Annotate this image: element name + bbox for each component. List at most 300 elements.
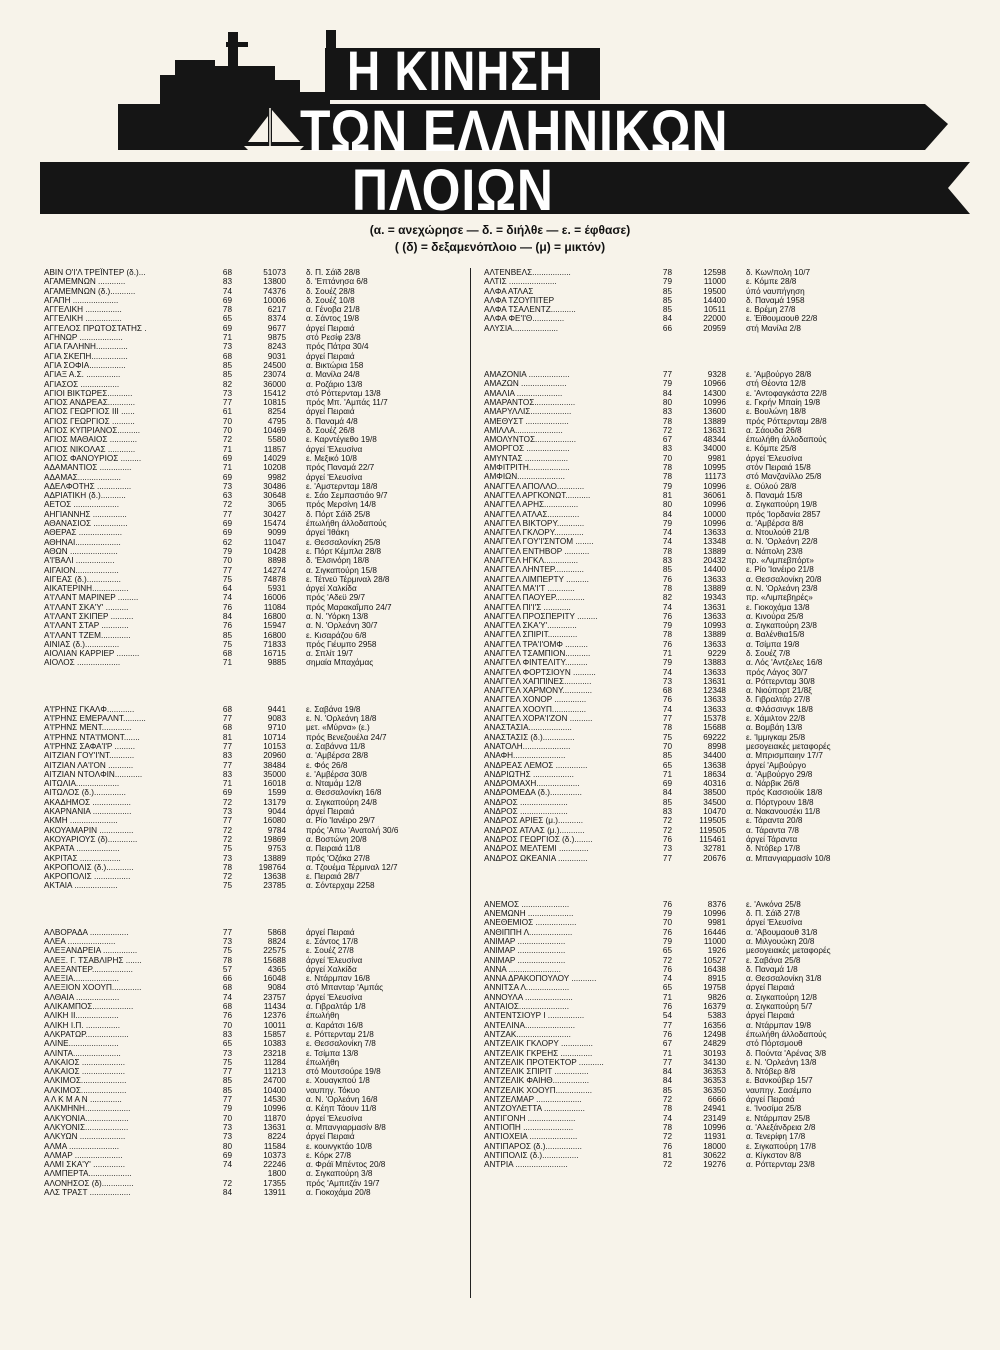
ship-status: α. Βικτώρια 158 — [306, 360, 364, 370]
ship-name: ΑΓΙΑΣΟΣ ................. — [44, 379, 120, 389]
tonnage: 34000 — [703, 444, 726, 454]
ship-name: Α'Ι'ΡΗΝΣ ΣΑΦΑ'Ι'Ρ ......... — [44, 741, 135, 751]
tonnage: 36350 — [703, 1085, 726, 1095]
build-year: 65 — [222, 1039, 232, 1049]
ship-row — [44, 277, 504, 286]
tonnage: 36353 — [703, 1076, 726, 1086]
ship-row — [484, 287, 944, 296]
ship-status: α. Νταμάμ 12/8 — [306, 779, 362, 789]
tonnage: 22000 — [703, 314, 726, 324]
title-line-2: ΤΩΝ ΕΛΛΗΝΙΚΩΝ — [300, 99, 729, 164]
ship-row — [484, 389, 944, 398]
tonnage: 23218 — [263, 1048, 286, 1058]
ship-status: α. 'Αμβούργο 29/8 — [746, 769, 813, 779]
ship-status: ε. Ν. 'Ορλεάνη 13/8 — [746, 1057, 817, 1067]
tonnage: 10153 — [263, 741, 286, 751]
ship-row — [484, 770, 944, 779]
ship-name: ΑΝΤΖΕΛΙΚ ΣΠΙΡΙΤ ............... — [484, 1067, 589, 1077]
tonnage: 9981 — [707, 453, 726, 463]
ship-name: ΑΝΤΡΙΑ ....................... — [484, 1160, 568, 1170]
tonnage: 10815 — [263, 398, 286, 408]
ship-name: ΑΝΑΓΓΕΛ ΑΡΓΚΟΝΩΤ........... — [484, 490, 591, 500]
ship-name: ΑΙΟΛΟΣ ................... — [44, 658, 121, 668]
ship-row — [44, 473, 504, 482]
build-year: 72 — [222, 797, 232, 807]
build-year: 65 — [662, 760, 672, 770]
ship-status: άργεί 'Ιθάκη — [306, 528, 350, 538]
tonnage: 1800 — [267, 1169, 286, 1179]
ship-row — [484, 268, 944, 277]
build-year: 83 — [662, 407, 672, 417]
build-year: 76 — [662, 1002, 672, 1012]
ship-status: άργεί Πειραιά — [306, 927, 355, 937]
ship-status: α. Τενερίφη 17/8 — [746, 1132, 806, 1142]
ship-name: ΑΚΡΙΤΑΣ .................. — [44, 853, 121, 863]
tonnage: 13633 — [703, 611, 726, 621]
tonnage: 5931 — [267, 584, 286, 594]
build-year: 77 — [222, 816, 232, 826]
ship-status: α. Μπανγιαρμασίν 10/8 — [746, 853, 831, 863]
build-year: 75 — [222, 881, 232, 891]
ship-name: ΑΝΑΓΓΕΛ ΧΑΡΜΟΝΥ............. — [484, 686, 593, 696]
ship-name: ΑΚΡΑΤΑ ................... — [44, 844, 120, 854]
ship-status: δ. Παναμά 1958 — [746, 295, 805, 305]
ship-row — [44, 1169, 504, 1178]
build-year: 76 — [662, 611, 672, 621]
ship-status: άργεί Πειραιά — [306, 407, 355, 417]
ship-row — [484, 417, 944, 426]
ship-row — [484, 937, 944, 946]
ship-name: ΑΛΣ ΤΡΑΣΤ .................. — [44, 1188, 131, 1198]
block-separator — [44, 668, 504, 705]
ship-name: ΑΝΝΑ ....................... — [484, 964, 561, 974]
ship-row — [484, 556, 944, 565]
ship-status: πρός Μερσίνη 14/8 — [306, 500, 376, 510]
build-year: 79 — [222, 1104, 232, 1114]
ship-status: στό Ρεσίφ 23/8 — [306, 333, 361, 343]
ship-row — [484, 733, 944, 742]
ship-status: δ. Π. Σάϊδ 28/8 — [306, 268, 360, 277]
ship-status: ε. Σάντος 17/8 — [306, 937, 358, 946]
ship-name: ΑΜΑΛΙΑ .................... — [484, 388, 563, 398]
ship-status: άργεί Τάραντα — [746, 834, 798, 844]
ship-name: ΑΝΑΤΟΛΗ..................... — [484, 741, 571, 751]
ship-row — [44, 612, 504, 621]
tonnage: 9044 — [267, 807, 286, 817]
ship-name: ΑΛΚΡΑΤΩΡ................... — [44, 1029, 129, 1039]
ship-name: Α'Ι'ΡΗΝΣ ΓΚΑΛΦ............ — [44, 704, 135, 714]
ship-name: ΑΛΕΞΑΝΤΕΡ.................. — [44, 964, 133, 974]
ship-name: ΑΛΙΚΑΜΠΟΣ.................. — [44, 1002, 134, 1012]
tonnage: 11931 — [703, 1132, 726, 1142]
ship-row — [484, 946, 944, 955]
build-year: 70 — [222, 1020, 232, 1030]
tonnage: 9753 — [267, 844, 286, 854]
build-year: 73 — [222, 807, 232, 817]
ship-status: στή Θέοντα 12/8 — [746, 379, 806, 389]
tonnage: 13631 — [703, 676, 726, 686]
ship-row — [44, 1123, 504, 1132]
ship-row — [44, 556, 504, 565]
build-year: 77 — [222, 741, 232, 751]
tonnage: 34130 — [703, 1057, 726, 1067]
tonnage: 69222 — [703, 732, 726, 742]
ship-status: α. Σιγκαπούρη 12/8 — [746, 992, 817, 1002]
build-year: 85 — [662, 751, 672, 761]
tonnage: 40316 — [703, 779, 726, 789]
build-year: 68 — [222, 351, 232, 361]
ship-status: α. Πόρτγρουν 18/8 — [746, 797, 814, 807]
tonnage: 13633 — [703, 695, 726, 705]
build-year: 69 — [222, 788, 232, 798]
tonnage: 10006 — [263, 295, 286, 305]
ship-name: ΑΜΑΖΟΝΙΑ .................. — [484, 370, 570, 380]
left-column — [44, 268, 504, 1197]
ship-row — [44, 631, 504, 640]
build-year: 84 — [662, 1076, 672, 1086]
ship-name: ΑΙΓΑΙΟΝ................... — [44, 565, 119, 575]
ship-row — [44, 826, 504, 835]
ship-status: α. Νάπολη 23/8 — [746, 546, 803, 556]
ship-row — [484, 547, 944, 556]
tonnage: 13631 — [263, 1122, 286, 1132]
ship-name: ΑΕΤΟΣ .................... — [44, 500, 119, 510]
tonnage: 9083 — [267, 714, 286, 724]
ship-row — [44, 482, 504, 491]
ship-row — [484, 630, 944, 639]
tonnage: 9441 — [267, 704, 286, 714]
ship-name: ΑΝΕΜΩΝΗ .................... — [484, 909, 574, 919]
ship-status: ε. Καρντέγιεθο 19/8 — [306, 435, 377, 445]
tonnage: 24941 — [703, 1104, 726, 1114]
tonnage: 13179 — [263, 797, 286, 807]
ship-name: ΑΝΔΡΟΣ ΑΤΛΑΣ (μ.)........... — [484, 825, 585, 835]
ship-name: ΑΜΕΘΥΣΤ ................... — [484, 416, 569, 426]
ship-row — [44, 566, 504, 575]
ship-status: α. Ντουλούθ 21/8 — [746, 528, 810, 538]
build-year: 84 — [222, 1188, 232, 1198]
tonnage: 36353 — [703, 1067, 726, 1077]
build-year: 84 — [662, 509, 672, 519]
ship-status: α. 'Αβουμαουθ 31/8 — [746, 927, 818, 937]
build-year: 71 — [662, 992, 672, 1002]
build-year: 77 — [662, 1057, 672, 1067]
build-year: 77 — [222, 1095, 232, 1105]
build-year: 70 — [662, 741, 672, 751]
ship-row — [44, 928, 504, 937]
tonnage: 10714 — [263, 732, 286, 742]
ship-name: ΑΒΙΝ Ο'Ι'Λ ΤΡΕΪΝΤΕΡ (δ.)... — [44, 268, 146, 277]
build-year: 65 — [662, 946, 672, 956]
ship-name: ΑΝΝΙΤΣΑ Λ................... — [484, 983, 570, 993]
build-year: 70 — [662, 453, 672, 463]
build-year: 73 — [222, 937, 232, 946]
ship-name: ΑΚΡΟΠΟΛΙΣ (δ.)............ — [44, 862, 134, 872]
ship-name: ΑΝΘΙΠΠΗ Λ................... — [484, 927, 573, 937]
ship-status: μεσογειακές μεταφορές — [746, 741, 831, 751]
tonnage: 15474 — [263, 519, 286, 529]
ship-row — [484, 519, 944, 528]
ship-row — [484, 1076, 944, 1085]
ship-row — [44, 854, 504, 863]
tonnage: 20676 — [703, 853, 726, 863]
ship-status: α. Ν. 'Ορλεάνη 22/8 — [746, 537, 818, 547]
build-year: 79 — [662, 277, 672, 287]
ship-name: ΑΝΤΖΕΛΙΚ ΠΡΟΤΕΚΤΟΡ ........... — [484, 1057, 604, 1067]
build-year: 81 — [222, 732, 232, 742]
ship-name: ΑΔΑΜΑΣ................... — [44, 472, 121, 482]
ship-name: ΑΝΕΜΟΣ ..................... — [484, 899, 570, 909]
ship-name: Α'Ι'ΡΗΝΣ ΕΜΕΡΑΛΝΤ.......... — [44, 714, 146, 724]
tonnage: 10996 — [263, 1104, 286, 1114]
title-line-1: Η ΚΙΝΗΣΗ — [347, 39, 573, 102]
tonnage: 24700 — [263, 1076, 286, 1086]
ship-name: ΑΝΤΕΝΤΣΙΟΥΡ Ι ................ — [484, 1011, 585, 1021]
build-year: 75 — [222, 574, 232, 584]
tonnage: 19500 — [703, 286, 726, 296]
ship-name: ΑΙΤΖΙΑΝ ΓΟΥ'Ι'ΝΤ........... — [44, 751, 135, 761]
tonnage: 23757 — [263, 992, 286, 1002]
ship-row — [484, 296, 944, 305]
ship-name: ΑΓΗΝΩΡ ................... — [44, 333, 123, 343]
tonnage: 24500 — [263, 360, 286, 370]
tonnage: 14400 — [703, 295, 726, 305]
ship-status: α. Ρίο 'Ιανέιρο 29/7 — [306, 816, 375, 826]
tonnage: 38500 — [703, 788, 726, 798]
build-year: 78 — [662, 268, 672, 277]
ship-status: ε. Σουέζ 27/8 — [306, 946, 354, 956]
ship-status: ε. Βανκούβερ 15/7 — [746, 1076, 813, 1086]
build-year: 68 — [222, 704, 232, 714]
ship-status: πρός Γιέυμπο 2958 — [306, 639, 377, 649]
ship-row — [44, 983, 504, 992]
tonnage: 10373 — [263, 1150, 286, 1160]
masthead — [0, 0, 1000, 260]
ship-row — [484, 565, 944, 574]
ship-status: α. Τσίμπα 19/8 — [746, 639, 800, 649]
ship-status: έπωλήθη — [306, 1057, 340, 1067]
ship-row — [44, 370, 504, 379]
title-line-3: ΠΛΟΙΩΝ — [352, 158, 554, 223]
ship-row — [484, 1104, 944, 1113]
ship-name: ΑΛΜΑΡ ..................... — [44, 1150, 123, 1160]
build-year: 83 — [662, 556, 672, 566]
tonnage: 18634 — [703, 769, 726, 779]
ship-name: ΑΝΤΖΑΚ........................ — [484, 1029, 571, 1039]
build-year: 76 — [662, 1141, 672, 1151]
ship-row — [44, 770, 504, 779]
ship-name: ΑΝΝΑ ΔΡΑΚΟΠΟΥΛΟΥ ........... — [484, 974, 597, 984]
tonnage: 13638 — [703, 760, 726, 770]
tonnage: 13889 — [263, 853, 286, 863]
ship-name: ΑΛΦΑ ΑΤΛΑΣ — [484, 286, 534, 296]
tonnage: 15947 — [263, 621, 286, 631]
build-year: 67 — [662, 435, 672, 445]
ship-name: ΑΛΤΙΣ ..................... — [484, 277, 557, 287]
ship-status: πρ. «Λιμπεβηρές» — [746, 593, 813, 603]
ship-status: α. Νακανουσέκι 11/8 — [746, 807, 820, 817]
ship-name: Α'Ι'ΛΑΝΤ ΣΚΙΠΕΡ .......... — [44, 611, 134, 621]
build-year: 83 — [222, 751, 232, 761]
tonnage: 9784 — [267, 825, 286, 835]
ship-status: α. Μπανγιαρμασίν 8/8 — [306, 1122, 386, 1132]
block-separator — [484, 863, 944, 900]
ship-name: ΑΝΑΓΓΕΛ ΣΚΑ'Υ'............. — [484, 621, 577, 631]
tonnage: 8915 — [707, 974, 726, 984]
build-year: 79 — [222, 546, 232, 556]
build-year: 57 — [222, 964, 232, 974]
build-year: 78 — [662, 723, 672, 733]
build-year: 78 — [662, 630, 672, 640]
ship-name: ΑΝΑΓΓΕΛ ΜΑ'Ι'Τ ............ — [484, 583, 575, 593]
ship-name: ΑΝΔΡΙΩΤΗΣ .................. — [484, 769, 574, 779]
ship-status: ε. Ρόττερνταμ 21/8 — [306, 1029, 374, 1039]
ship-status: α. Βαλένθια15/8 — [746, 630, 805, 640]
ship-row — [44, 1095, 504, 1104]
ship-status: α. Τζουέμα Τέρμιναλ 12/7 — [306, 862, 398, 872]
ship-status: α. Σιγκαπούρη 15/8 — [306, 565, 377, 575]
build-year: 69 — [222, 323, 232, 333]
ship-name: ΑΛΕΞ. Γ. ΤΣΑΒΛΙΡΗΣ ....... — [44, 955, 142, 965]
ship-row — [44, 417, 504, 426]
ship-name: ΑΜΑΡΑΝΤΟΣ.................. — [484, 397, 576, 407]
ship-row — [484, 1160, 944, 1169]
ship-name: ΑΝΑΓΓΕΛ ΤΡΑ'Ι'ΟΜΦ .......... — [484, 639, 588, 649]
ship-row — [44, 658, 504, 667]
tonnage: 12598 — [703, 268, 726, 277]
build-year: 72 — [662, 425, 672, 435]
ship-row — [44, 798, 504, 807]
ship-row — [484, 742, 944, 751]
ship-name: ΑΛΒΟΡΑΔΑ ................. — [44, 927, 129, 937]
build-year: 82 — [222, 379, 232, 389]
ship-name: ΑΝΔΡΟΣ ..................... — [484, 807, 568, 817]
ship-row — [44, 547, 504, 556]
ship-name: ΑΛΦΑ ΤΖΟΥΠΙΤΕΡ — [484, 295, 555, 305]
ship-status: ε. 'Ινοσίμα 25/8 — [746, 1104, 802, 1114]
tonnage: 36061 — [703, 490, 726, 500]
tonnage: 51073 — [263, 268, 286, 277]
ship-row — [44, 705, 504, 714]
ship-name: ΑΝΔΡΟΣ ΑΡΙΕΣ (μ.)........... — [484, 816, 584, 826]
ship-name: Α'Ι'ΛΑΝΤ ΜΑΡΙΝΕΡ ......... — [44, 593, 139, 603]
ship-status: πρός Ρόττερνταμ 28/8 — [746, 416, 827, 426]
tonnage: 13633 — [703, 574, 726, 584]
build-year: 76 — [662, 1029, 672, 1039]
ship-row — [484, 1011, 944, 1020]
tonnage: 9885 — [267, 658, 286, 668]
ship-status: α. Ν. 'Ορλεάνη 30/7 — [306, 621, 378, 631]
ship-row — [484, 798, 944, 807]
build-year: 80 — [662, 397, 672, 407]
ship-status: ε. Βρέμη 27/8 — [746, 305, 796, 315]
tonnage: 18000 — [703, 1141, 726, 1151]
ship-name: ΑΝΔΡΟΣ ΜΕΛΤΕΜΙ ............. — [484, 844, 589, 854]
ship-status: α. Σάουδα 26/8 — [746, 425, 802, 435]
build-year: 83 — [662, 444, 672, 454]
ship-name: ΑΙΤΖΙΑΝ ΝΤΟΛΦΙΝ............ — [44, 769, 143, 779]
tonnage: 8998 — [707, 741, 726, 751]
ship-row — [484, 788, 944, 797]
build-year: 68 — [662, 686, 672, 696]
ship-status: α. Νιούπορτ 21/8ξ — [746, 686, 812, 696]
tonnage: 16800 — [263, 630, 286, 640]
tonnage: 19276 — [703, 1160, 726, 1170]
ship-row — [44, 1002, 504, 1011]
ship-row — [44, 872, 504, 881]
ship-row — [484, 575, 944, 584]
ship-status: ε. Πόρτ Κέμπλα 28/8 — [306, 546, 382, 556]
build-year: 84 — [662, 314, 672, 324]
build-year: 77 — [662, 714, 672, 724]
ship-status: α. Λός 'Αντζελες 16/8 — [746, 658, 823, 668]
tonnage: 19758 — [703, 983, 726, 993]
tonnage: 16438 — [703, 964, 726, 974]
tonnage: 115461 — [699, 834, 726, 844]
ship-row — [44, 361, 504, 370]
ship-row — [484, 1058, 944, 1067]
build-year: 85 — [662, 797, 672, 807]
build-year: 76 — [662, 639, 672, 649]
ship-row — [484, 705, 944, 714]
ship-row — [484, 751, 944, 760]
ship-name: Α'Ι'ΛΑΝΤ ΣΚΑ'Υ' .......... — [44, 602, 129, 612]
tonnage: 20959 — [703, 323, 726, 333]
ship-row — [484, 621, 944, 630]
ship-name: ΑΚΟΥΑΜΑΡΙΝ ............... — [44, 825, 134, 835]
ship-name: ΑΛΚΑΙΟΣ ................... — [44, 1067, 126, 1077]
ship-row — [484, 686, 944, 695]
ship-status: α. Κινούρα 25/8 — [746, 611, 804, 621]
ship-status: ε. Έϊθουμαουθ 22/8 — [746, 314, 818, 324]
tonnage: 6666 — [707, 1095, 726, 1105]
ship-status: άργεί 'Ελευσίνα — [746, 453, 803, 463]
ship-name: ΑΝΑΓΓΕΛ ΣΠΙΡΙΤ............. — [484, 630, 578, 640]
build-year: 74 — [662, 667, 672, 677]
ship-name: ΑΝΑΣΤΑΣΙΑ................... — [484, 723, 572, 733]
ship-status: α. Σόντερχαμ 2258 — [306, 881, 375, 891]
ship-name: ΑΓΑΠΗ .................... — [44, 295, 119, 305]
ship-row — [44, 454, 504, 463]
ship-row — [484, 1132, 944, 1141]
ship-row — [484, 537, 944, 546]
ship-status: δ. Σουέζ 7/8 — [746, 648, 791, 658]
ship-row — [484, 379, 944, 388]
build-year: 73 — [222, 1132, 232, 1142]
ship-status: δ. Σουέζ 26/8 — [306, 426, 355, 436]
tonnage: 5580 — [267, 435, 286, 445]
build-year: 69 — [222, 453, 232, 463]
ship-name: ΑΛΤΕΝΒΕΛΣ................. — [484, 268, 571, 277]
ship-status: α. Μανίλα 24/8 — [306, 370, 360, 380]
build-year: 75 — [222, 639, 232, 649]
ship-row — [484, 593, 944, 602]
legend-line-2: ( (δ) = δεξαμενόπλοιο — (μ) = μικτόν) — [394, 240, 606, 254]
ship-status: πρός Παναμά 22/7 — [306, 463, 375, 473]
ship-row — [44, 807, 504, 816]
build-year: 72 — [662, 816, 672, 826]
ship-row — [44, 1021, 504, 1030]
tonnage: 10996 — [703, 481, 726, 491]
ship-row — [44, 380, 504, 389]
ship-status: α. Ρόττερνταμ 30/8 — [746, 676, 815, 686]
build-year: 54 — [662, 1011, 672, 1021]
ship-row — [44, 761, 504, 770]
ship-row — [44, 974, 504, 983]
tonnage: 9084 — [267, 983, 286, 993]
ship-row — [44, 1086, 504, 1095]
ship-row — [484, 1067, 944, 1076]
